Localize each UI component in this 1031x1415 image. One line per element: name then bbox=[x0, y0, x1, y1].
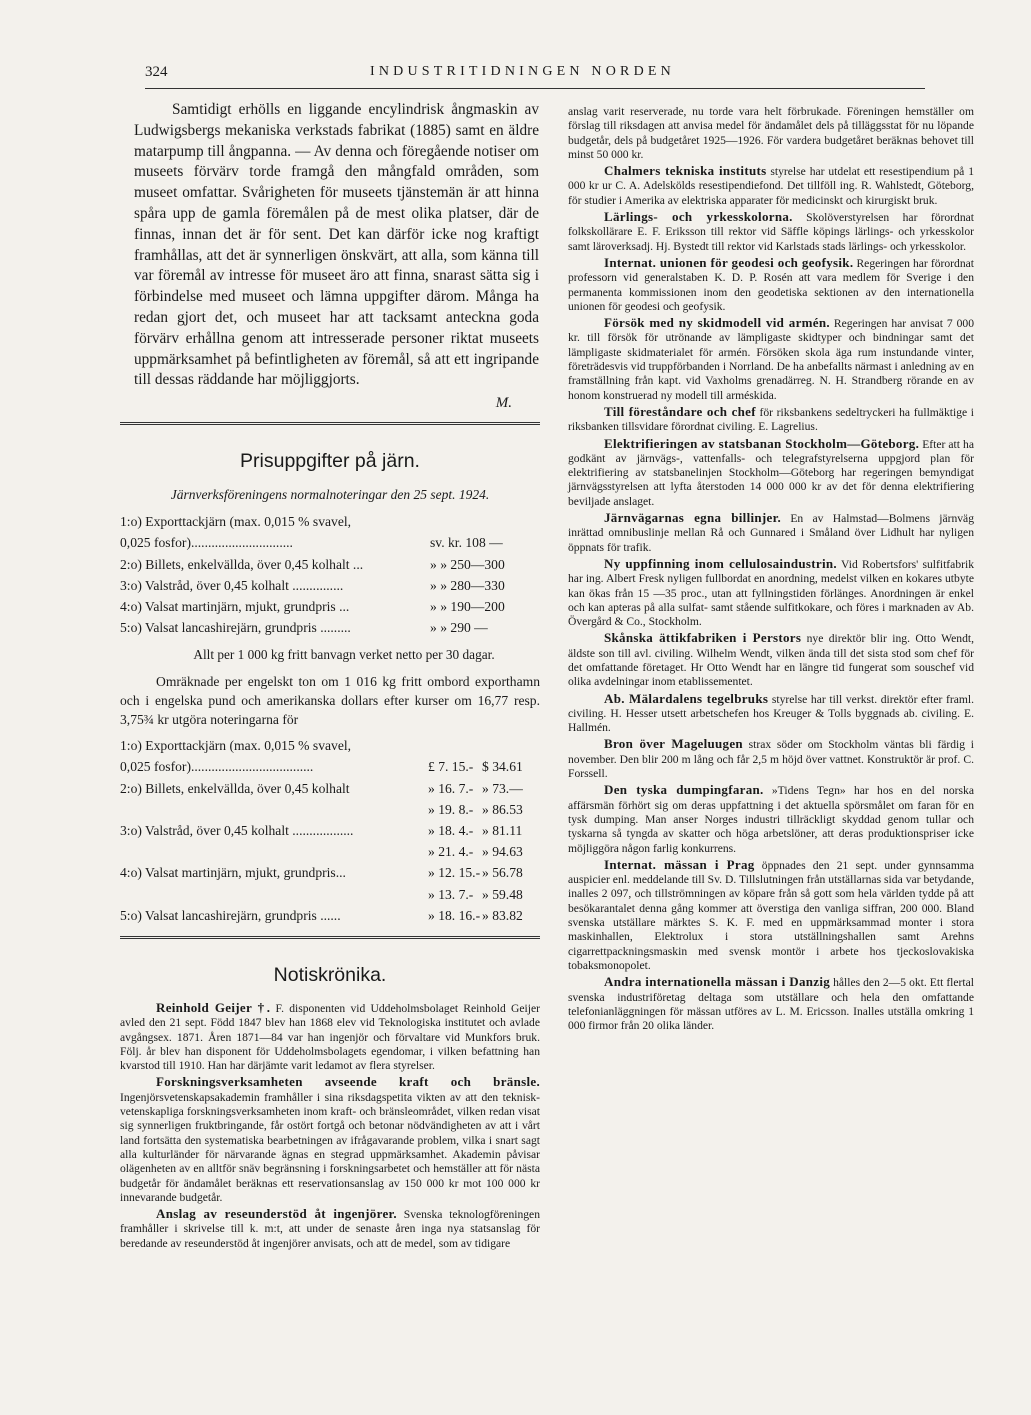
conv-row bbox=[120, 884, 540, 905]
notis-item bbox=[568, 783, 974, 855]
notis-body: Skolöverstyrelsen har förordnat folkskollärare E. F. Eriksson till rektor vid Säffle köpings lärlings- och yrkesskolor samt läroverksadj. Hj. Bystedt till rektor vid Karlstads stads lärlings- och yrkesskolor. bbox=[568, 211, 974, 253]
notis-heading: Till föreståndare och chef bbox=[604, 403, 756, 419]
price-value: » » 280—330 bbox=[430, 577, 505, 593]
notis-body: styrelse har till verkst. direktör efter framl. civiling. H. Hesser utsett arbetschefen hos Kreuger & Tolls byggnads ab. civiling. E. Hallmén. bbox=[568, 692, 974, 735]
notis-body: Regeringen har förordnat professorn vid generalstaben K. D. P. Rosén att vara medlem för Sverige i den permanenta kommissionen inom den geodetiska sektionen av den internationella unionen för geodesi och geofysik. bbox=[568, 256, 974, 313]
page-header bbox=[145, 64, 925, 86]
notis-heading: Ab. Mälardalens tegelbruks bbox=[604, 690, 769, 706]
price-label: 2:o) Billets, enkelvällda, över 0,45 kolhalt ... bbox=[120, 556, 364, 572]
conv-usd: » 56.78 bbox=[482, 865, 523, 881]
notis-heading: Reinhold Geijer †. bbox=[156, 999, 271, 1015]
notis-heading: Ny uppfinning inom cellulosaindustrin. bbox=[604, 555, 837, 571]
price-row bbox=[120, 596, 540, 617]
conv-gbp: » 16. 7.- bbox=[428, 780, 474, 796]
notis-body: för riksbankens sedeltryckeri ha fullmäktige i riksbanken tillsvidare förordnat civiling. E. Lagrelius. bbox=[568, 405, 974, 434]
conv-label: 5:o) Valsat lancashirejärn, grundpris ...... bbox=[120, 907, 341, 923]
notis-heading: Internat. unionen för geodesi och geofysik. bbox=[604, 254, 854, 270]
notis-item bbox=[568, 437, 974, 509]
notis-item bbox=[568, 316, 974, 403]
conv-gbp: » 12. 15.- bbox=[428, 865, 481, 881]
notis-item bbox=[568, 405, 974, 435]
notis-heading: Lärlings- och yrkesskolorna. bbox=[604, 209, 793, 225]
right-column bbox=[568, 104, 974, 1035]
notis-heading: Järnvägarnas egna billinjer. bbox=[604, 510, 782, 526]
conv-usd: » 83.82 bbox=[482, 907, 523, 923]
section-divider bbox=[120, 936, 540, 942]
conv-usd: » 86.53 bbox=[482, 801, 523, 817]
conv-label: 3:o) Valstråd, över 0,45 kolhalt .................. bbox=[120, 823, 354, 839]
notis-item bbox=[120, 1001, 540, 1073]
notis-body: öppnades den 21 sept. under gynnsamma auspicier enl. meddelande till Sv. D. Tillslutningen från utställarnas sida var betydande, inalles 2 097, och tillströmningen av köpare från så gott som hela världen tydde på att besökarantalet denna gång kommer att överstiga den vanliga siffran, 200 000. Bland svenska utställare märktes S. K. F. med en uppmärksammad monter i stora maskinhallen, Elektrolux i stora utställningshallen samt Arehns cigarrettpackningsmaskin med svensk montör i arbete hos tjeckoslovakiska tobaksmonopolet. bbox=[568, 858, 974, 972]
conv-label: 4:o) Valsat martinjärn, mjukt, grundpris... bbox=[120, 865, 346, 881]
price-label: 0,025 fosfor).............................. bbox=[120, 535, 293, 551]
notiskronika-title: Notiskrönika. bbox=[273, 963, 387, 986]
price-value: » » 250—300 bbox=[430, 556, 505, 572]
price-label: 3:o) Valstråd, över 0,45 kolhalt ............... bbox=[120, 577, 344, 593]
conv-usd: $ 34.61 bbox=[482, 759, 523, 775]
notis-heading: Elektrifieringen av statsbanan Stockholm—Göteborg. bbox=[604, 435, 920, 451]
notis-heading: Internat. mässan i Prag bbox=[604, 856, 755, 872]
price-value: » » 290 — bbox=[430, 620, 488, 636]
conv-gbp: » 18. 4.- bbox=[428, 823, 474, 839]
conv-usd: » 59.48 bbox=[482, 886, 523, 902]
notis-body: Svenska teknologföreningen framhåller i skrivelse till k. m:t, att under de senaste åren inga nya statsanslag för beredande av reseunderstöd åt ingenjörer anvisats, och att de medel, som av tidigare bbox=[120, 1208, 541, 1250]
notis-heading: Chalmers tekniska instituts bbox=[604, 163, 767, 179]
conv-gbp: » 13. 7.- bbox=[428, 886, 474, 902]
conv-row bbox=[120, 841, 540, 862]
conv-row bbox=[120, 799, 540, 820]
conv-gbp: » 19. 8.- bbox=[428, 801, 474, 817]
price-value: » » 190—200 bbox=[430, 598, 505, 614]
conv-row bbox=[120, 756, 540, 777]
left-column bbox=[120, 100, 540, 1253]
conv-row bbox=[120, 862, 540, 883]
conv-gbp: » 18. 16.- bbox=[428, 907, 481, 923]
price-value: sv. kr. 108 — bbox=[430, 535, 503, 551]
price-row bbox=[120, 575, 540, 596]
conv-row bbox=[120, 778, 540, 799]
prices-note-2: Omräknade per engelskt ton om 1 016 kg fritt ombord exporthamn och i engelska pund och amerikanska dollars efter kurser om 16,77 resp. 3,75¾ kr utgöra noteringarna för bbox=[120, 674, 540, 728]
page-number: 324 bbox=[145, 64, 168, 80]
conv-row bbox=[120, 905, 540, 926]
notis-item bbox=[120, 1075, 540, 1205]
notis-item bbox=[568, 210, 974, 254]
notis-left-list bbox=[120, 1001, 540, 1251]
notis-item bbox=[120, 1207, 540, 1251]
price-row bbox=[120, 511, 540, 532]
notis-body: Efter att ha godkänt av järnvägs-, vattenfalls- och telegrafstyrelserna uppgjord plan för elektrifiering av statsbanelinjen Stockholm—Göteborg har regeringen bemyndigat järnvägsstyrelsen att lyfta återstoden 14 000 000 kr av det för denna elektrifiering beviljade anslaget. bbox=[568, 437, 974, 508]
price-label: 1:o) Exporttackjärn (max. 0,015 % svavel, bbox=[120, 514, 352, 530]
notis-heading: Den tyska dumpingfaran. bbox=[604, 782, 764, 798]
notis-item bbox=[568, 858, 974, 973]
notis-heading: Anslag av reseunderstöd åt ingenjörer. bbox=[156, 1206, 397, 1222]
price-label: 5:o) Valsat lancashirejärn, grundpris ......... bbox=[120, 620, 351, 636]
notis-body: Regeringen har anvisat 7 000 kr. till försök för utrönande av lämpligaste skidtyper och bindningar samt det lämpligaste skidmaterialet för armén. Försöken skola äga rum instundande vinter, företrädesvis vid truppförbanden i Norrland. De ha anbefallts närmast i anledning av en framställning från kapt. vid Vaxholms grenadärreg. N. H. Strandberg rörande en av honom konstruerad ny modell till arméskida. bbox=[568, 317, 975, 402]
notis-body: hålles den 2—5 okt. Ett flertal svenska industriföretag deltaga som utställare och hela den omfattande telefonianläggningen för mässan utföres av L. M. Ericsson. Inalles utställa omkring 1 000 firmor från 20 olika länder. bbox=[568, 976, 974, 1033]
notis-body: styrelse har utdelat ett resestipendium på 1 000 kr ur C. A. Adelskölds resestipendiefond. Det tillföll ing. R. Wahlstedt, Göteborg, för studier i Amerika av elektriska apparater för medicinskt och kirurgiskt bruk. bbox=[568, 165, 975, 207]
conversion-list bbox=[120, 735, 540, 926]
prices-subtitle: Järnverksföreningens normalnoteringar den 25 sept. 1924. bbox=[170, 487, 490, 503]
price-row bbox=[120, 532, 540, 553]
notis-item bbox=[568, 511, 974, 555]
notis-body: Vid Robertsfors' sulfitfabrik har ing. Albert Fresk nyligen fullbordat en anordning, medelst vilken en kokares utbyte kan ökas från 15 —35 proc., utan att fyllningstiden förlänges. Anordningen är enkel och kan apteras på alla sulfat- samt stående sulfitkokare, och föres i marknaden av Ab. Övergård & Co., Stockholm. bbox=[568, 557, 974, 629]
notis-heading: Skånska ättikfabriken i Perstors bbox=[604, 630, 802, 646]
notis-item bbox=[568, 631, 974, 689]
conv-row bbox=[120, 735, 540, 756]
conv-usd: » 73.— bbox=[482, 780, 523, 796]
conv-usd: » 81.11 bbox=[482, 823, 523, 839]
notis-item bbox=[568, 737, 974, 781]
notis-heading: Forskningsverksamheten avseende kraft och bränsle. bbox=[156, 1074, 540, 1090]
conv-usd: » 94.63 bbox=[482, 844, 523, 860]
conv-gbp: £ 7. 15.- bbox=[428, 759, 474, 775]
notis-body: F. disponenten vid Uddeholmsbolaget Reinhold Geijer avled den 21 sept. Född 1847 blev han 1868 elev vid Teknologiska institutet och avlade avgångsex. 1871. Åren 1871—84 var han ingenjör och förvaltare vid Munkfors bruk. Följ. år blev han disponent för Uddeholmsbolagets egendomar, i vilken befattning han kvarstod till 1910. Han har därjämte varit ledamot av flera styrelser. bbox=[120, 1001, 540, 1073]
conv-label: 1:o) Exporttackjärn (max. 0,015 % svavel, bbox=[120, 738, 352, 754]
prices-note-1: Allt per 1 000 kg fritt banvagn verket netto per 30 dagar. bbox=[193, 647, 495, 663]
conv-label: 0,025 fosfor).................................... bbox=[120, 759, 314, 775]
notis-heading: Bron över Mageluugen bbox=[604, 736, 743, 752]
price-label: 4:o) Valsat martinjärn, mjukt, grundpris ... bbox=[120, 598, 350, 614]
running-title: INDUSTRITIDNINGEN NORDEN bbox=[370, 64, 675, 79]
prices-title: Prisuppgifter på järn. bbox=[240, 450, 420, 473]
notis-item bbox=[568, 557, 974, 629]
notis-body: nye direktör blir ing. Otto Wendt, äldste son till avl. civiling. Wilhelm Wendt, vilken ända till det sista stod som chef för det omfattande företaget. Hr Otto Wendt har en längre tid fungerat som souschef vid olika avdelningar inom etablissementet. bbox=[568, 632, 974, 689]
notis-item bbox=[568, 975, 974, 1033]
conv-label: 2:o) Billets, enkelvällda, över 0,45 kolhalt bbox=[120, 780, 350, 796]
price-row bbox=[120, 617, 540, 638]
notis-body: anslag varit reserverade, nu torde vara helt förbrukade. Föreningen hemställer om förslag till riksdagen att anvisa medel för ändamålet dels på tilläggsstat för nu löpande budgetår, dels på budgetåret 1925—1926. För vardera budgetåret beräknas behovet till minst 50 000 kr. bbox=[568, 105, 974, 161]
section-divider bbox=[120, 422, 540, 428]
price-row bbox=[120, 554, 540, 575]
conv-gbp: » 21. 4.- bbox=[428, 844, 474, 860]
conv-row bbox=[120, 820, 540, 841]
notis-body: strax söder om Stockholm väntas bli färdig i november. Den blir 200 m lång och får 2,5 m höjd över vattnet. Konstruktör är prof. C. Forssell. bbox=[568, 738, 974, 781]
notis-body: Ingenjörsvetenskapsakademin framhåller i sina riksdagspetita vikten av att den teknisk-vetenskapliga forskningsverksamheten inom kraft- och bränsleområdet, vilken redan visat sig synnerligen fruktbringande, får ostört fortgå och betonar nödvändigheten av att i vårt land fortsätta den systematiska bearbetningen av ifrågavarande problem, vilka i snart sagt alla kulturländer för närvarande ägnas en stegrad uppmärksamhet. Akademin påvisar olägenheten av en alltför snäv begränsning i forskningsarbetet och hemställer att för nästa budgetår för ändamålet beräknas ett reservationsanslag av 150 000 kr mot 100 000 kr innevarande budgetår. bbox=[120, 1090, 540, 1204]
lead-article-text: Samtidigt erhölls en liggande encylindrisk ångmaskin av Ludwigsbergs mekaniska verkstads fabrikat (1885) samt en äldre matarpump till ångpanna. — Av denna och föregående notiser om museets förvärv torde framgå den mångfald områden, som museet omfattar. Svårigheten för museets tjänstemän är att hinna spåra upp de gamla föremålen på de mest olika platser, där de finnas, innan det är för sent. Det kan därför icke nog kraftigt framhållas, att det är synnerligen önskvärt, att alla, som känna till var föremål av intresse för museet äro att finna, snarast sätta sig i förbindelse med museet och lämna uppgifter därom. Många ha redan gjort det, och museet har att tacksamt anteckna goda förvärv erhållna genom att intresserade personer riktat museets uppmärksamhet på befintligheten av föremål, så att ett ingripande till dessas räddande har möjliggjorts. bbox=[134, 101, 539, 389]
price-list bbox=[120, 511, 540, 638]
notis-item bbox=[568, 692, 974, 736]
header-rule bbox=[145, 88, 925, 89]
notis-body: En av Halmstad—Bolmens järnväg inrättad omnibuslinje mellan Rå och Gunnared i Småland över Lidhult har nyligen öppnats för trafik. bbox=[568, 512, 975, 554]
notis-body: »Tidens Tegn» har hos en del norska affärsmän förhört sig om deras uppfattning i det aktuella spörsmålet om faran för en tysk dumping. Man anser Norges industri tillräckligt skyddad genom tullar och tyskarna så tyngda av skatter och höga arbetslöner, att deras produktionspriser icke möjliggöra någon farlig konkurrens. bbox=[568, 784, 974, 855]
notis-item bbox=[568, 164, 974, 208]
notis-heading: Andra internationella mässan i Danzig bbox=[604, 974, 831, 990]
notis-item bbox=[568, 256, 974, 314]
notis-heading: Försök med ny skidmodell vid armén. bbox=[604, 315, 830, 331]
lead-article-signature: M. bbox=[495, 395, 512, 412]
notis-item bbox=[568, 104, 974, 162]
